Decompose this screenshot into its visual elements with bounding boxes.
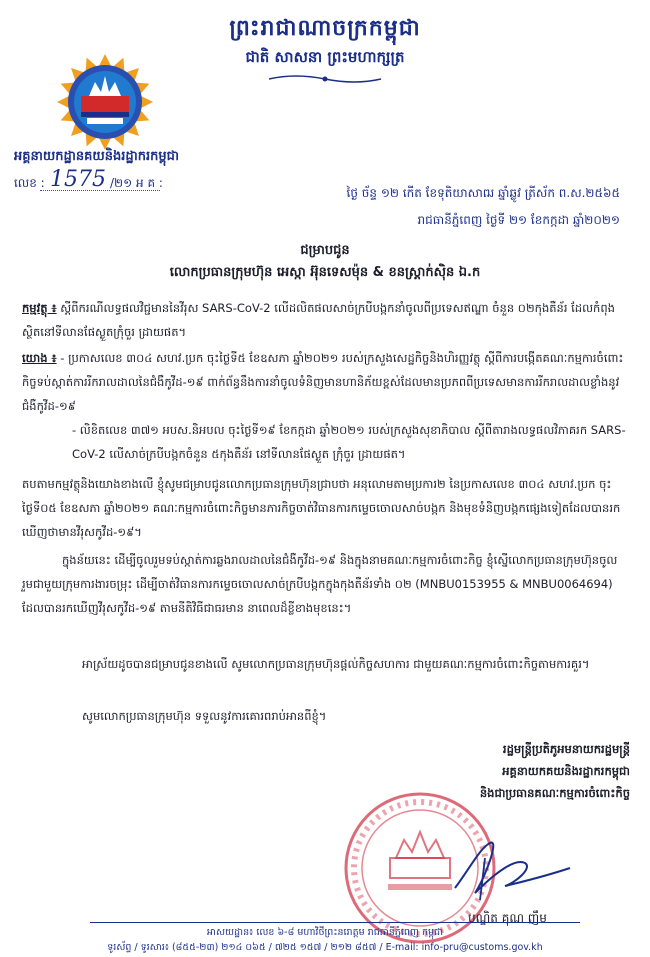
subject-section [22, 296, 628, 344]
paragraph-2: ក្នុងន័យនេះ ដើម្បីចូលរួមទប់ស្កាត់ការឆ្លងរាលដាលនៃជំងឺកូវីដ-១៩ និងក្នុងនាមគណៈកម្មការចំពោះកិច្ច ខ្ញុំស្នើលោកប្រធានក្រុមហ៊ុនចូលរួមជាមួយក្រុមការងារចម្រុះ ដើម្បីចាត់វិធានការកម្ទេចចោលសាច់ក្របីបង្កកក្នុងកុងតឺន័រទាំង ០២ (MNBU0153955 & MNBU0064694) ដែលបានរកឃើញវីរុសកូវីដ-១៩ តាមនីតិវិធីជាធរមាន នាពេលដ៏ខ្លីខាងមុខនេះ។ [22, 553, 618, 615]
footer-address: អាសយដ្ឋាន៖ លេខ ៦-៨ មហាវិថីព្រះនរោត្តម រាជធានីភ្នំពេញ កម្ពុជា [206, 927, 444, 938]
paragraph-4: សូមលោកប្រធានក្រុមហ៊ុន ទទួលនូវការគោរពរាប់អានពីខ្ញុំ។ [82, 709, 327, 723]
reference-suffix: /២១ អ គ : [110, 176, 163, 190]
signer-title-2: អគ្គនាយកគយនិងរដ្ឋាករកម្ពុជា [502, 764, 630, 778]
footer-contact: ទូរស័ព្ទ / ទូរសារ៖ (៨៥៥-២៣) ២១៤ ០៦៥ / ៧២៥ ១៥៧ / ២១២ ៨៥៧ / E-mail: info-pru@customs.gov.kh [107, 942, 543, 953]
reference-number: 1575 [50, 167, 106, 192]
references-section [22, 346, 628, 466]
paragraph-3: អាស្រ័យដូចបានជម្រាបជូនខាងលើ សូមលោកប្រធានក្រុមហ៊ុនផ្តល់កិច្ចសហការ ជាមួយគណៈកម្មការចំពោះកិច្ចតាមការគួរ។ [82, 657, 590, 671]
reference-item-2: - លិខិតលេខ ៣៧១ អបស.និអបល ចុះថ្ងៃទី១៩ ខែកក្កដា ឆ្នាំ២០២១ របស់ក្រសួងសុខាភិបាល ស្តីពីតារាងលទ្ធផលវិភាគរក SARS-CoV-2 លើសាច់ក្របីបង្កកចំនួន ៥កុងតឺន័រ នៅទីលានផែស្ងួត ក្រុំចួរ ដ្រាយផត។ [72, 423, 626, 461]
lunar-date: ថ្ងៃ ច័ន្ទ ១២ កើត ខែទុតិយាសាឍ ឆ្នាំឆ្លូវ ត្រីស័ក ព.ស.២៥៦៥ [346, 186, 620, 200]
paragraph-1: តបតាមកម្មវត្ថុនិងយោងខាងលើ ខ្ញុំសូមជម្រាបជូនលោកប្រធានក្រុមហ៊ុនជ្រាបថា អនុលោមតាមប្រការ២ នៃប្រកាសលេខ ៣០៤ សហវ.ប្រក ចុះថ្ងៃទី០៥ ខែឧសភា ឆ្នាំ២០២១ គណៈកម្មការចំពោះកិច្ចមានភារកិច្ចចាត់វិធានការកម្ទេចចោលសាច់បង្កក និងមុខទំនិញបង្កកផ្សេងទៀតដែលបានរកឃើញថាមានវីរុសកូវីដ-១៩។ [22, 477, 621, 539]
subject-text: ស្តីពីករណីលទ្ធផលវិជ្ជមាននៃវីរុស SARS-CoV-2 លើដលិតផលសាច់ក្របីបង្កកនាំចូលពីប្រទេសឥណ្ឌា ចំនួន ០២កុងតឺន័រ ដែលកំពុងស្ថិតនៅទីលានផែស្ងួតក្រុំចួរ ដ្រាយផត។ [22, 301, 615, 339]
signer-title-3: និងជាប្រធានគណៈកម្មការចំពោះកិច្ច [479, 786, 630, 800]
handwritten-signature-icon [445, 828, 575, 908]
kingdom-title: ព្រះរាជាណាចក្រកម្ពុជា [229, 16, 421, 41]
reference-item-1: - ប្រកាសលេខ ៣០៤ សហវ.ប្រក ចុះថ្ងៃទី៥ ខែឧសភា ឆ្នាំ២០២១ របស់ក្រសួងសេដ្ឋកិច្ចនិងហិរញ្ញវត្ថុ ស្តីពីការបង្កើតគណៈកម្មការចំពោះកិច្ចទប់ស្កាត់ការរីករាលដាលនៃជំងឺកូវីដ-១៩ ពាក់ព័ន្ធនឹងការនាំចូលទំនិញមានហានិភ័យខ្ពស់ដែលមានប្រភពពីប្រទេសមានការរីករាលដាលខ្លាំងនូវជំងឺកូវីដ-១៩ [22, 351, 624, 413]
signer-name: បណ្ឌិត គុណ ញឹម [468, 911, 547, 925]
ornament-divider [265, 72, 385, 86]
references-label: យោង ៖ [22, 351, 57, 365]
footer-divider [90, 922, 580, 923]
solar-date: រាជធានីភ្នំពេញ ថ្ងៃទី ២១ ខែកក្កដា ឆ្នាំ២០២១ [417, 213, 620, 227]
subject-label: កម្មវត្ថុ ៖ [22, 301, 57, 315]
recipient-name: លោកប្រធានក្រុមហ៊ុន អេស្កា អ៊ុនទេសម៉ុន & ខនស្ត្រាក់ស៊ិន ឯ.ក [169, 265, 481, 280]
reference-label: លេខ : [14, 176, 45, 190]
national-motto: ជាតិ សាសនា ព្រះមហាក្សត្រ [245, 48, 405, 66]
customs-logo-icon [55, 52, 155, 152]
department-name: អគ្គនាយកដ្ឋានគយនិងរដ្ឋាករកម្ពុជា [14, 149, 180, 164]
signer-title-1: រដ្ឋមន្ត្រីប្រតិភូអមនាយករដ្ឋមន្ត្រី [502, 742, 630, 756]
recipient-heading: ជម្រាបជូន [300, 243, 350, 258]
